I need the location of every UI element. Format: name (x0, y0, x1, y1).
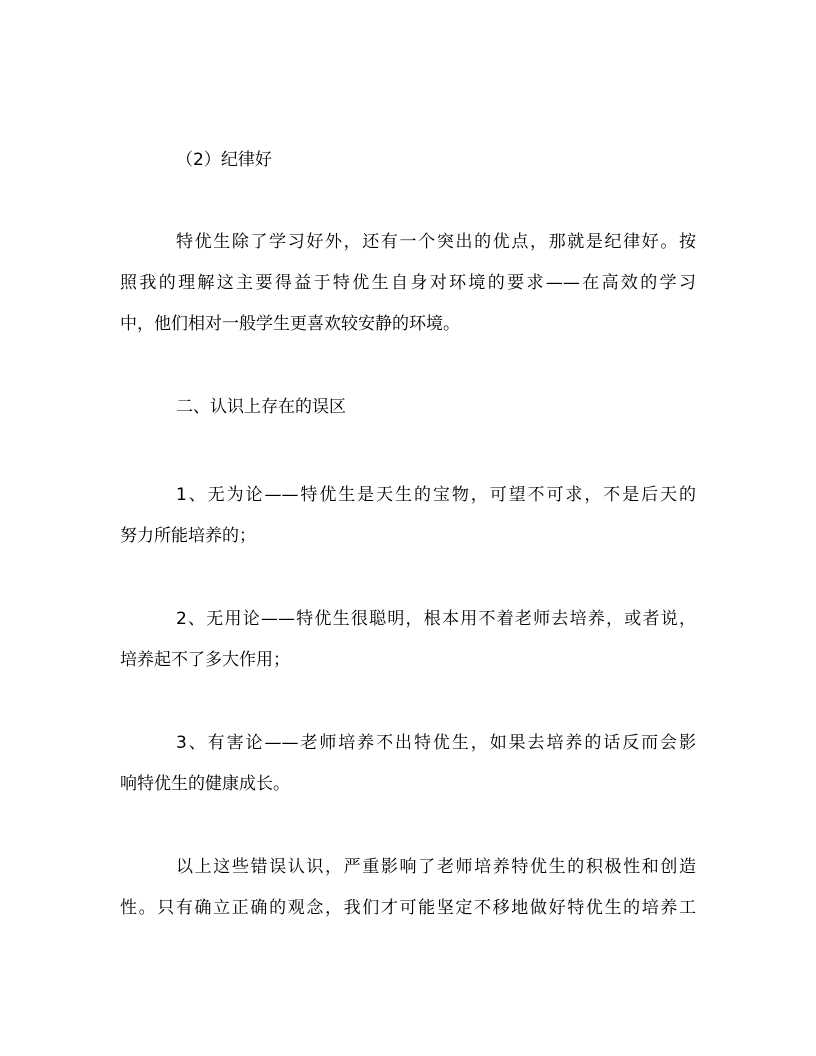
subheading-discipline: （2）纪律好 (176, 150, 272, 170)
list-item-line: 响特优生的健康成长。 (120, 774, 290, 794)
list-item-line: 1、无为论——特优生是天生的宝物，可望不可求，不是后天的 (176, 485, 696, 505)
paragraph-line: 照我的理解这主要得益于特优生自身对环境的要求——在高效的学习 (120, 273, 696, 293)
paragraph-line: 特优生除了学习好外，还有一个突出的优点，那就是纪律好。按 (176, 232, 696, 252)
list-item-line: 3、有害论——老师培养不出特优生，如果去培养的话反而会影 (176, 733, 696, 753)
paragraph-line: 中，他们相对一般学生更喜欢较安静的环境。 (120, 314, 460, 334)
section-heading: 二、认识上存在的误区 (176, 397, 346, 417)
paragraph-line: 性。只有确立正确的观念，我们才可能坚定不移地做好特优生的培养工 (120, 898, 696, 918)
list-item-line: 努力所能培养的； (120, 526, 256, 546)
paragraph-line: 以上这些错误认识，严重影响了老师培养特优生的积极性和创造 (176, 857, 696, 877)
list-item-line: 2、无用论——特优生很聪明，根本用不着老师去培养，或者说， (176, 609, 696, 629)
list-item-line: 培养起不了多大作用； (120, 650, 290, 670)
